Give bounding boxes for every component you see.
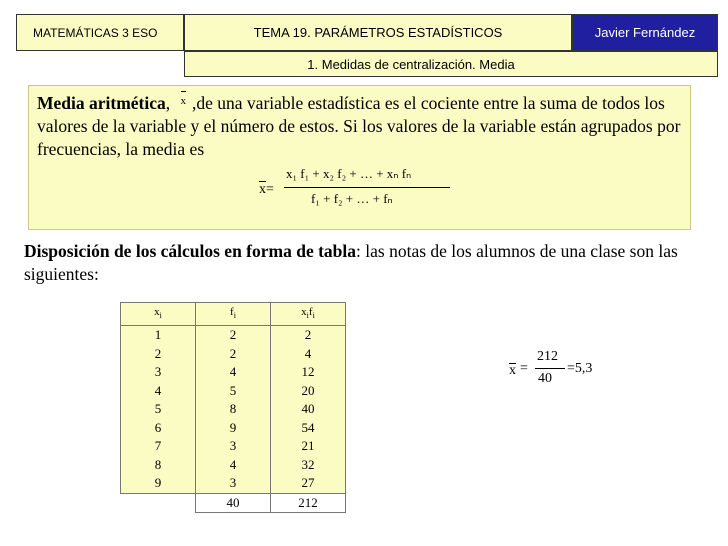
author-label [572,14,718,51]
header-xi: $x_i$ [121,303,196,326]
result-equals: = [520,361,528,376]
cell-xf: 4 [271,345,346,364]
total-empty [121,493,196,513]
cell-x: 4 [121,382,196,401]
cell-f: 5 [196,382,271,401]
cell-f: 3 [196,437,271,456]
table-row [121,419,346,438]
section-title [184,51,718,77]
mean-result [507,349,617,397]
cell-x: 9 [121,474,196,493]
formula-equals: = [266,182,274,197]
section-text: 1. Medidas de centralización. Media [307,56,515,72]
cell-f: 4 [196,363,271,382]
topic-text: TEMA 19. PARÁMETROS ESTADÍSTICOS [253,25,503,40]
cell-f: 3 [196,474,271,493]
table-row [121,326,346,345]
table-header-row [121,303,346,326]
cell-xf: 2 [271,326,346,345]
table-row [121,437,346,456]
definition-box [28,85,691,230]
table-row [121,382,346,401]
cell-f: 8 [196,400,271,419]
cell-f: 4 [196,456,271,475]
course-label [16,14,184,51]
formula-xbar: x [259,182,266,197]
result-value: =5,3 [567,361,593,376]
course-text: MATEMÁTICAS 3 ESO [33,25,158,40]
cell-xf: 54 [271,419,346,438]
formula-numerator: x₁ f₁ + x₂ f₂ + … + xₙ fₙ [286,166,412,181]
total-f: 40 [196,493,271,513]
cell-x: 8 [121,456,196,475]
table-row [121,456,346,475]
cell-xf: 12 [271,363,346,382]
mean-formula [259,166,479,226]
cell-xf: 32 [271,456,346,475]
author-text: Javier Fernández [594,25,696,40]
header-fi: $f_i$ [196,303,271,326]
definition-text: ,de una variable estadística es el cociente entre la suma de todos los valores de la variable y el número de estos. Si los valores de la variable están agrupados por frecuencias, la media es [37,93,681,159]
definition-term: Media aritmética [37,93,166,113]
result-fraction-bar [535,368,565,369]
topic-title [184,14,572,51]
cell-f: 9 [196,419,271,438]
result-numerator: 212 [537,349,558,364]
mean-symbol: x [181,90,187,113]
disposition-paragraph [24,240,704,286]
cell-x: 3 [121,363,196,382]
cell-xf: 20 [271,382,346,401]
cell-x: 6 [121,419,196,438]
formula-denominator: f₁ + f₂ + … + fₙ [311,191,393,206]
result-xbar: x [509,363,516,378]
disposition-bold: Disposición de los cálculos en forma de tabla [24,241,357,261]
cell-x: 7 [121,437,196,456]
table-row [121,363,346,382]
frequency-table [120,302,346,513]
table-row [121,474,346,493]
cell-xf: 27 [271,474,346,493]
fraction-bar [284,187,450,188]
definition-paragraph [37,92,687,161]
table-row [121,400,346,419]
formula-lhs [259,182,274,198]
definition-comma: , [165,93,171,113]
disposition-text: : las notas de los alumnos de una clase son las siguientes: [24,241,678,284]
total-xf: 212 [271,493,346,513]
cell-xf: 40 [271,400,346,419]
header-xifi: $x_if_i$ [271,303,346,326]
cell-xf: 21 [271,437,346,456]
cell-x: 2 [121,345,196,364]
result-denominator: 40 [538,371,552,386]
cell-x: 5 [121,400,196,419]
cell-f: 2 [196,326,271,345]
cell-x: 1 [121,326,196,345]
table-totals-row [121,493,346,513]
table-row [121,345,346,364]
cell-f: 2 [196,345,271,364]
